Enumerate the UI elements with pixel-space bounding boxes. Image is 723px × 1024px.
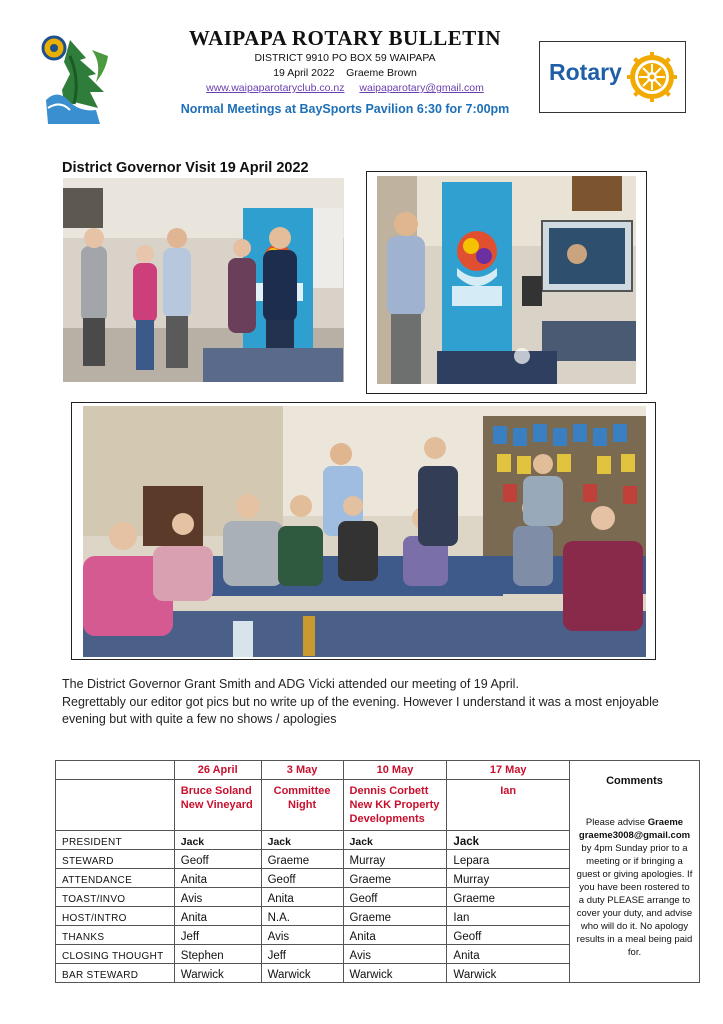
roster-event-4: Ian <box>447 780 570 831</box>
roster-name: Lepara <box>447 850 570 869</box>
roster-name: Avis <box>343 945 447 964</box>
roster-name: Warwick <box>343 964 447 983</box>
roster-role: PRESIDENT <box>56 831 175 850</box>
website-link[interactable]: www.waipaparotaryclub.co.nz <box>206 82 345 94</box>
roster-name: Jack <box>343 831 447 850</box>
roster-name: Avis <box>174 888 261 907</box>
roster-header-row <box>56 761 700 780</box>
meeting-info: Normal Meetings at BaySports Pavilion 6:30 for 7:00pm <box>180 102 510 116</box>
comments-header: Comments <box>606 775 663 787</box>
roster-name: Geoff <box>343 888 447 907</box>
roster-name: Geoff <box>261 869 343 888</box>
roster-name: Graeme <box>343 907 447 926</box>
roster-role: ATTENDANCE <box>56 869 175 888</box>
article-title: District Governor Visit 19 April 2022 <box>62 160 309 176</box>
club-logo <box>40 30 116 130</box>
photo-group-cheering <box>83 406 646 657</box>
roster-name: Jack <box>174 831 261 850</box>
roster-name: Jack <box>447 831 570 850</box>
roster-name: Stephen <box>174 945 261 964</box>
photo-group-banner <box>63 178 344 382</box>
rotary-wheel-icon <box>626 51 678 103</box>
roster-name: Murray <box>343 850 447 869</box>
comments-contact-name: Graeme <box>647 817 684 828</box>
roster-date-3: 10 May <box>343 761 447 780</box>
comments-advise: Please advise <box>585 817 646 828</box>
roster-role: HOST/INTRO <box>56 907 175 926</box>
roster-comments-cell <box>570 761 700 983</box>
roster-role: STEWARD <box>56 850 175 869</box>
roster-name: Anita <box>447 945 570 964</box>
roster-role: CLOSING THOUGHT <box>56 945 175 964</box>
roster-event-1: Bruce Soland New Vineyard <box>174 780 261 831</box>
roster-role: THANKS <box>56 926 175 945</box>
rotary-logo-text: Rotary <box>549 59 622 85</box>
roster-name: Graeme <box>261 850 343 869</box>
district-address: DISTRICT 9910 PO BOX 59 WAIPAPA <box>254 52 436 64</box>
roster-name: Geoff <box>447 926 570 945</box>
roster-name: Jack <box>261 831 343 850</box>
roster-name: Anita <box>261 888 343 907</box>
roster-name: Murray <box>447 869 570 888</box>
article-paragraph-2: Regrettably our editor got pics but no write up of the evening. However I understand it was a most enjoyable evening but with quite a few no shows / apologies <box>62 694 659 726</box>
roster-name: Warwick <box>261 964 343 983</box>
comments-contact-email[interactable]: graeme3008@gmail.com <box>578 830 691 841</box>
roster-date-2: 3 May <box>261 761 343 780</box>
roster-event-3: Dennis Corbett New KK Property Developments <box>343 780 447 831</box>
roster-name: Jeff <box>174 926 261 945</box>
photo-speaker-screen <box>377 176 636 384</box>
roster-name: Anita <box>174 869 261 888</box>
bulletin-title: WAIPAPA ROTARY BULLETIN <box>188 26 502 50</box>
roster-name: Geoff <box>174 850 261 869</box>
roster-name: Anita <box>343 926 447 945</box>
roster-corner-cell <box>56 761 175 780</box>
email-link[interactable]: waipaparotary@gmail.com <box>359 82 484 94</box>
roster-name: Anita <box>174 907 261 926</box>
issue-date-editor: 19 April 2022 Graeme Brown <box>273 67 417 79</box>
roster-name: Jeff <box>261 945 343 964</box>
article-body <box>62 676 692 729</box>
roster-name: Warwick <box>447 964 570 983</box>
duty-roster-table <box>55 760 700 983</box>
roster-date-1: 26 April <box>174 761 261 780</box>
roster-date-4: 17 May <box>447 761 570 780</box>
roster-name: Ian <box>447 907 570 926</box>
roster-event-2: Committee Night <box>261 780 343 831</box>
roster-name: Graeme <box>447 888 570 907</box>
roster-role: BAR STEWARD <box>56 964 175 983</box>
roster-role: TOAST/INVO <box>56 888 175 907</box>
article-paragraph-1: The District Governor Grant Smith and ADG Vicki attended our meeting of 19 April. <box>62 677 519 691</box>
comments-instructions: by 4pm Sunday prior to a meeting or if bringing a guest or giving apologies. If you have been rostered to a duty PLEASE arrange to cover your duty, and advise who will do it. No apology results in a meal being paid for. <box>576 843 693 958</box>
roster-name: Avis <box>261 926 343 945</box>
roster-event-label-cell <box>56 780 175 831</box>
roster-name: Warwick <box>174 964 261 983</box>
roster-name: Graeme <box>343 869 447 888</box>
rotary-logo <box>539 41 686 113</box>
roster-name: N.A. <box>261 907 343 926</box>
bulletin-header <box>150 26 540 116</box>
